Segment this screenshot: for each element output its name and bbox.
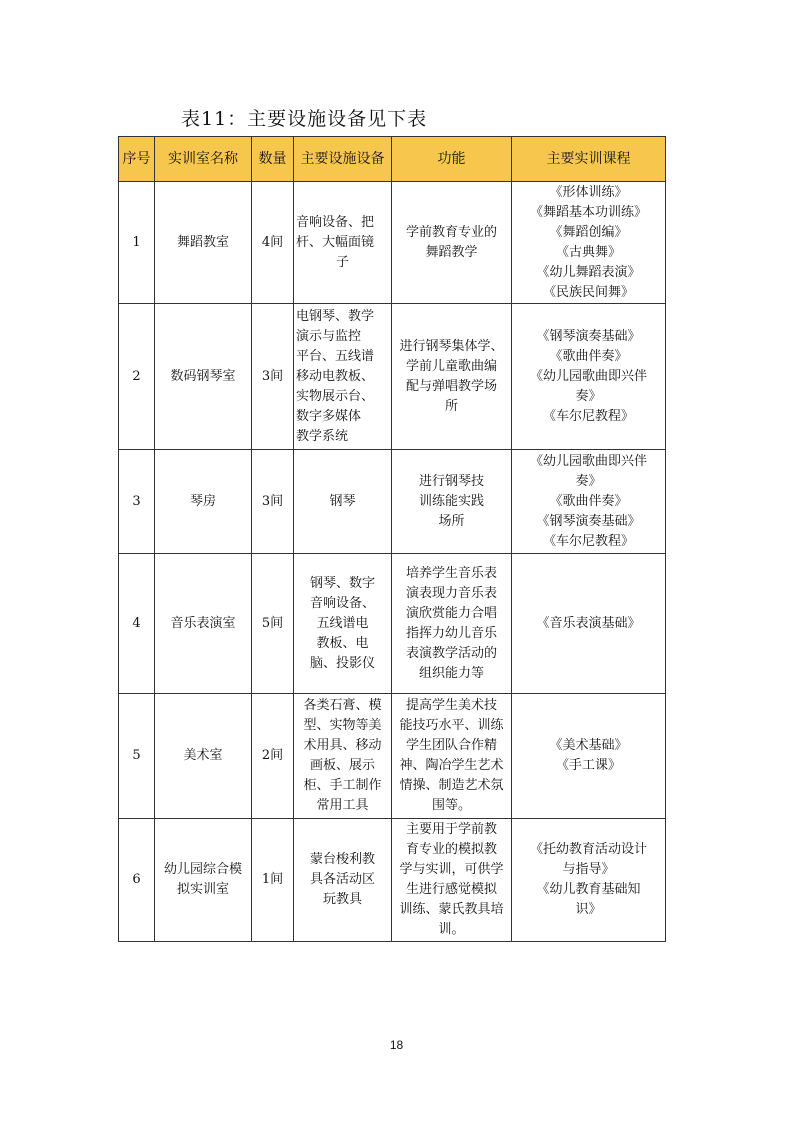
cell-room-name: 美术室: [155, 694, 252, 819]
table-row: [119, 819, 666, 942]
table-row: [119, 304, 666, 450]
cell-room-name: 琴房: [155, 450, 252, 554]
cell-equipment: 各类石膏、模 型、实物等美 术用具、移动 画板、展示 柜、手工制作 常用工具: [294, 694, 392, 819]
cell-courses: 《形体训练》 《舞蹈基本功训练》 《舞蹈创编》 《古典舞》 《幼儿舞蹈表演》 《民族民间舞》: [512, 182, 666, 304]
cell-quantity: 3间: [252, 304, 294, 450]
cell-no: 5: [119, 694, 155, 819]
cell-quantity: 5间: [252, 554, 294, 694]
cell-room-name: 舞蹈教室: [155, 182, 252, 304]
page-number: 18: [389, 1038, 404, 1052]
table-row: [119, 694, 666, 819]
table-row: [119, 554, 666, 694]
cell-equipment: 钢琴: [294, 450, 392, 554]
cell-no: 1: [119, 182, 155, 304]
cell-equipment: 钢琴、数字 音响设备、 五线谱电 教板、电 脑、投影仪: [294, 554, 392, 694]
cell-equipment: 蒙台梭利教 具各活动区 玩教具: [294, 819, 392, 942]
header-function: 功能: [392, 137, 512, 182]
cell-function: 进行钢琴技 训练能实践 场所: [392, 450, 512, 554]
cell-equipment: 电钢琴、教学 演示与监控 平台、五线谱 移动电教板、 实物展示台、 数字多媒体 教学系统: [294, 304, 392, 450]
cell-room-name: 数码钢琴室: [155, 304, 252, 450]
cell-no: 4: [119, 554, 155, 694]
table-header-row: [119, 137, 666, 182]
table-caption: 表11：主要设施设备见下表: [181, 108, 428, 130]
cell-no: 3: [119, 450, 155, 554]
cell-courses: 《音乐表演基础》: [512, 554, 666, 694]
cell-courses: 《托幼教育活动设计 与指导》 《幼儿教育基础知 识》: [512, 819, 666, 942]
cell-courses: 《美术基础》 《手工课》: [512, 694, 666, 819]
cell-room-name: 幼儿园综合模 拟实训室: [155, 819, 252, 942]
cell-quantity: 3间: [252, 450, 294, 554]
header-equipment: 主要设施设备: [294, 137, 392, 182]
table-row: [119, 450, 666, 554]
cell-quantity: 4间: [252, 182, 294, 304]
header-room-name: 实训室名称: [155, 137, 252, 182]
cell-equipment: 音响设备、把 杆、大幅面镜 子: [294, 182, 392, 304]
cell-courses: 《幼儿园歌曲即兴伴 奏》 《歌曲伴奏》 《钢琴演奏基础》 《车尔尼教程》: [512, 450, 666, 554]
cell-room-name: 音乐表演室: [155, 554, 252, 694]
cell-courses: 《钢琴演奏基础》 《歌曲伴奏》 《幼儿园歌曲即兴伴 奏》 《车尔尼教程》: [512, 304, 666, 450]
cell-no: 2: [119, 304, 155, 450]
header-courses: 主要实训课程: [512, 137, 666, 182]
header-no: 序号: [119, 137, 155, 182]
cell-quantity: 2间: [252, 694, 294, 819]
cell-no: 6: [119, 819, 155, 942]
table-row: [119, 182, 666, 304]
cell-quantity: 1间: [252, 819, 294, 942]
header-quantity: 数量: [252, 137, 294, 182]
facilities-table: [118, 136, 666, 942]
cell-function: 学前教育专业的 舞蹈教学: [392, 182, 512, 304]
cell-function: 提高学生美术技 能技巧水平、训练 学生团队合作精 神、陶冶学生艺术 情操、制造艺术氛 围等。: [392, 694, 512, 819]
cell-function: 进行钢琴集体学、 学前儿童歌曲编 配与弹唱教学场 所: [392, 304, 512, 450]
cell-function: 培养学生音乐表 演表现力音乐表 演欣赏能力合唱 指挥力幼儿音乐 表演教学活动的 组织能力等: [392, 554, 512, 694]
cell-function: 主要用于学前教 育专业的模拟教 学与实训，可供学 生进行感觉模拟 训练、蒙氏教具培 训。: [392, 819, 512, 942]
